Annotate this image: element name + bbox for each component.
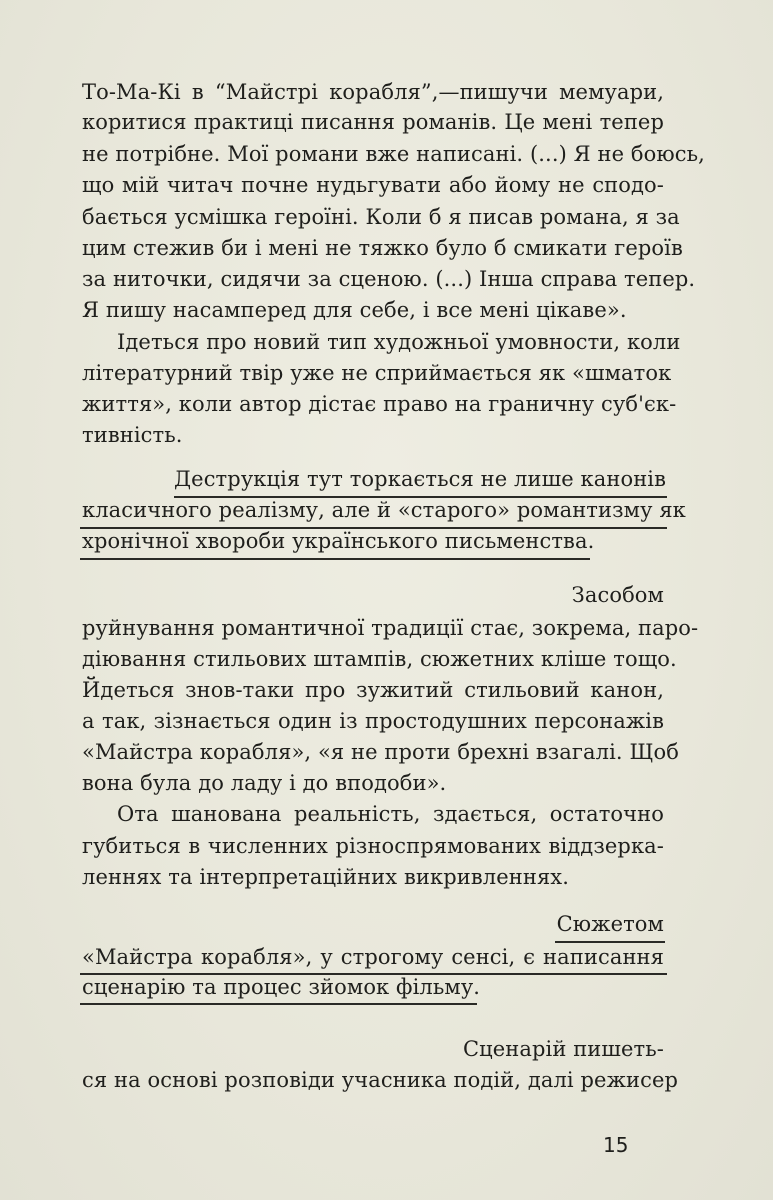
text-line: вона була до ладу і до вподоби».	[82, 771, 447, 795]
text-line: «Майстра корабля», «я не проти брехні взагалі. Щоб	[82, 740, 680, 764]
underline	[80, 1003, 477, 1005]
underlined-line: сценарію та процес зйомок фільму.	[82, 975, 481, 999]
text-line: за ниточки, сидячи за сценою. (...) Інша справа тепер.	[82, 267, 696, 291]
text-line: То-Ма-Кі в “Майстрі корабля”,—пишучи мемуари,	[82, 80, 664, 104]
underline	[80, 558, 590, 560]
text-line: коритися практиці писання романів. Це мені тепер	[82, 110, 664, 134]
underlined-line: Деструкція тут торкається не лише канонів	[174, 467, 667, 491]
text-line: ся на основі розповіди учасника подій, далі режисер	[82, 1068, 679, 1092]
text-line: Ідеться про новий тип художньої умовности, коли	[117, 330, 681, 354]
text-line: губиться в численних різноспрямованих віддзеркa-	[82, 834, 664, 858]
text-line: літературний твір уже не сприймається як «шматок	[82, 361, 672, 385]
text-line: а так, зізнається один із простодушних персонажів	[82, 709, 664, 733]
text-line: леннях та інтерпретаційних викривленнях.	[82, 865, 570, 889]
text-line: тивність.	[82, 423, 183, 447]
text-line: не потрібне. Мої романи вже написані. (...) Я не боюсь,	[82, 142, 705, 166]
text-line: Ота шанована реальність, здається, остаточно	[117, 802, 664, 826]
text-line: цим стежив би і мені не тяжко було б смикати героїв	[82, 236, 683, 260]
text-line: Засобом	[571, 583, 664, 607]
underlined-line: класичного реалізму, але й «старого» романтизму як	[82, 498, 686, 522]
text-line: руйнування романтичної традиції стає, зокрема, паро-	[82, 616, 699, 640]
page-number: 15	[603, 1133, 629, 1157]
underlined-line: Сюжетом	[556, 912, 664, 936]
underlined-line: «Майстра корабля», у строгому сенсі, є написання	[82, 945, 664, 969]
text-line: бається усмішка героїні. Коли б я писав романа, я за	[82, 205, 680, 229]
text-line: Я пишу насамперед для себе, і все мені цікаве».	[82, 298, 627, 322]
text-line: що мій читач почне нудьгувати або йому не сподо-	[82, 173, 664, 197]
text-line: діювання стильових штампів, сюжетних кліше тощо.	[82, 647, 677, 671]
text-line: Сценарій пишеть-	[462, 1037, 664, 1061]
text-line: Йдеться знов-таки про зужитий стильовий канон,	[82, 678, 664, 702]
text-line: життя», коли автор дістає право на граничну суб'єк-	[82, 392, 677, 416]
underlined-line: хронічної хвороби українського письменства.	[82, 529, 595, 553]
